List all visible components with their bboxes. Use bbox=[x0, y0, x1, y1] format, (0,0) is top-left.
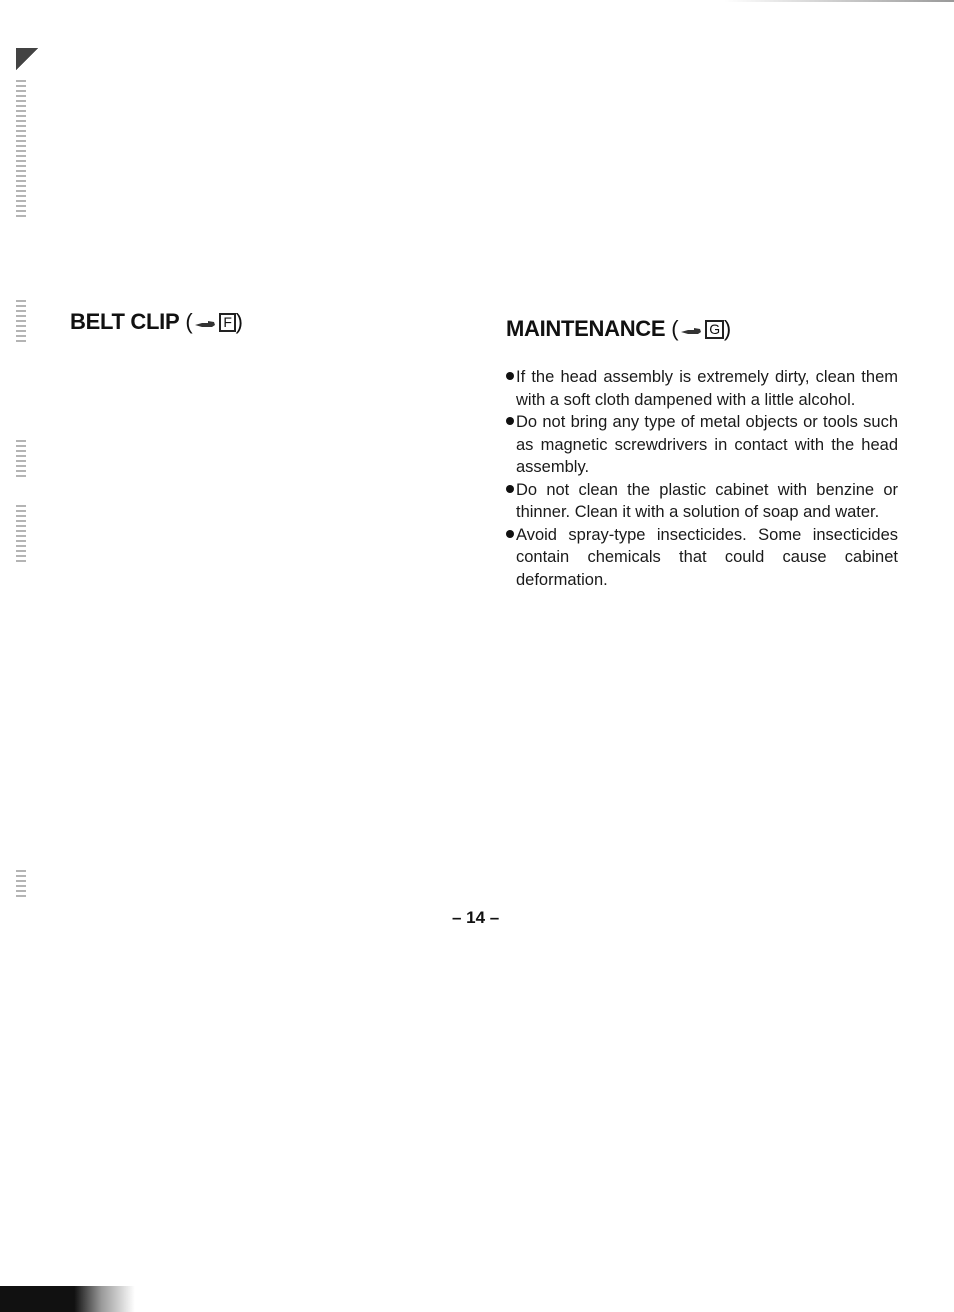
maintenance-heading bbox=[506, 316, 731, 342]
bullet-icon bbox=[506, 372, 514, 380]
ref-close-paren: ) bbox=[723, 316, 731, 341]
maintenance-list bbox=[506, 366, 898, 591]
list-item-text: Avoid spray-type insecticides. Some insecticides contain chemicals that could cause cabinet deformation. bbox=[516, 525, 898, 589]
scan-edge-artifact bbox=[16, 300, 26, 344]
scan-bottom-shadow bbox=[0, 1286, 135, 1312]
list-item bbox=[506, 479, 898, 524]
pointing-hand-icon bbox=[194, 319, 216, 329]
ref-open-paren: ( bbox=[185, 309, 193, 334]
list-item bbox=[506, 524, 898, 592]
belt-clip-heading bbox=[70, 309, 243, 335]
list-item-text: Do not bring any type of metal objects or tools such as magnetic screwdrivers in contact with the head assembly. bbox=[516, 413, 898, 476]
scan-edge-artifact bbox=[16, 80, 26, 220]
belt-clip-title: BELT CLIP bbox=[70, 309, 180, 334]
scan-edge-artifact bbox=[16, 870, 26, 900]
list-item-text: Do not clean the plastic cabinet with benzine or thinner. Clean it with a solution of soap and water. bbox=[516, 480, 898, 521]
bullet-icon bbox=[506, 485, 514, 493]
scan-top-rule bbox=[724, 0, 954, 2]
ref-close-paren: ) bbox=[235, 309, 243, 334]
figure-letter-box: G bbox=[705, 320, 724, 339]
scan-corner-mark bbox=[16, 48, 42, 78]
scan-edge-artifact bbox=[16, 505, 26, 565]
scan-edge-artifact bbox=[16, 440, 26, 480]
maintenance-figure-ref bbox=[671, 316, 731, 342]
list-item-text: If the head assembly is extremely dirty, clean them with a soft cloth dampened with a little alcohol. bbox=[516, 368, 898, 409]
figure-letter-box: F bbox=[219, 313, 235, 332]
bullet-icon bbox=[506, 530, 514, 538]
list-item bbox=[506, 366, 898, 411]
page-number: – 14 – bbox=[452, 908, 500, 927]
belt-clip-figure-ref bbox=[185, 309, 242, 335]
list-item bbox=[506, 411, 898, 479]
maintenance-title: MAINTENANCE bbox=[506, 316, 666, 341]
pointing-hand-icon bbox=[680, 326, 702, 336]
ref-open-paren: ( bbox=[671, 316, 679, 341]
bullet-icon bbox=[506, 417, 514, 425]
